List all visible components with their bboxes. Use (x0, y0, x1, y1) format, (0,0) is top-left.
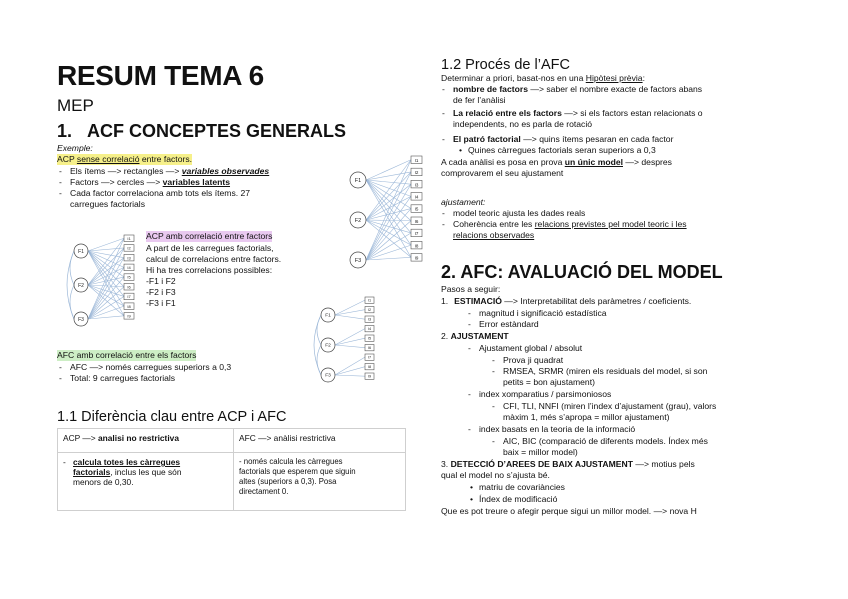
item-label: I5 (414, 206, 419, 212)
step-3-a: • matriu de covariàncies (479, 482, 565, 493)
factor-label: F1 (78, 248, 84, 255)
loading-line (335, 367, 365, 375)
item-label: I8 (414, 243, 419, 249)
item-label: I6 (414, 218, 419, 224)
item-label: I9 (414, 255, 419, 261)
loading-line (88, 238, 124, 251)
table-cell-afc: - només calcula les càrregues factorials que esperem que siguin altes (superiors a 0,3). Posa directament 0. (234, 453, 406, 511)
cada-analisi-line: A cada anàlisi es posa en prova un únic model —> despres (441, 157, 672, 167)
item-label: I7 (367, 355, 372, 360)
table-header-acp: ACP —> analisi no restrictiva (58, 429, 234, 453)
ajustament-line-3: relacions observades (453, 230, 535, 240)
item-label: I9 (127, 313, 131, 319)
loading-line (366, 220, 411, 245)
step-1: 1. ESTIMACIÓ —> Interpretabilitat dels paràmetres / coeficients. (441, 296, 692, 306)
item-label: I6 (127, 284, 131, 290)
step-2-c-1b: baix = millor model) (503, 447, 578, 457)
table-cell-acp: - calcula totes les càrregues factorials, inclus les que són menors de 0,30. (58, 453, 234, 511)
loading-line (335, 300, 365, 315)
section-1-number: 1. (57, 121, 73, 141)
patro-line: - El patró factorial —> quins ítems pesaran en cada factor (453, 134, 673, 145)
subsection-1-1-title: 1.1 Diferència clau entre ACP i AFC (57, 409, 287, 425)
step-2-a-2: - RMSEA, SRMR (miren els residuals del model, si son (503, 366, 707, 377)
loading-line (335, 310, 365, 315)
page-title: RESUM TEMA 6 (57, 60, 264, 91)
item-label: I3 (127, 255, 131, 261)
factor-label: F3 (325, 373, 331, 379)
step-2-c: - index basats en la teoria de la informació (479, 424, 635, 435)
acp-correlation-diagram (62, 229, 144, 329)
item-label: I5 (127, 274, 131, 280)
loading-line (366, 160, 411, 180)
section-2-title: 2. AFC: AVALUACIÓ DEL MODEL (441, 262, 723, 282)
loading-line (88, 251, 124, 277)
afc-line-1: - AFC —> només carregues superiors a 0,3 (70, 362, 231, 373)
item-label: I3 (367, 317, 372, 322)
loading-line (335, 357, 365, 375)
item-label: I7 (127, 294, 131, 300)
step-2-a-1: - Prova ji quadrat (503, 355, 563, 366)
items-line: - Els ítems —> rectangles —> variables observades (70, 166, 269, 177)
relacio-line-2: independents, no es parla de rotació (453, 119, 593, 129)
step-2-a-2b: petits = bon ajustament) (503, 377, 595, 387)
acp-correlation-line-3: Hi ha tres correlacions possibles: (146, 265, 273, 275)
factor-label: F1 (325, 313, 331, 319)
comprovarem-line: comprovarem el seu ajustament (441, 168, 564, 178)
acp-no-correlation-line: ACP sense correlació entre factors. (57, 154, 193, 164)
item-label: I6 (367, 346, 372, 351)
item-label: I2 (414, 170, 419, 176)
each-factor-line-2: carregues factorials (70, 199, 145, 209)
item-label: I8 (127, 303, 131, 309)
item-label: I1 (414, 157, 419, 163)
step-3-b: • Índex de modificació (479, 494, 557, 505)
item-label: I2 (367, 308, 372, 313)
loading-line (366, 180, 411, 257)
loading-line (366, 196, 411, 260)
loading-line (335, 329, 365, 345)
section-1-heading (57, 121, 346, 142)
item-label: I4 (127, 265, 131, 270)
item-label: I1 (367, 298, 372, 303)
loading-line (335, 315, 365, 319)
loading-line (366, 220, 411, 257)
acp-correlation-line-5: -F2 i F3 (146, 287, 176, 297)
afc-title: AFC amb correlació entre els factors (57, 350, 197, 360)
afc-diagram (312, 293, 382, 387)
step-2-c-1: - AIC, BIC (comparació de diferents models. Índex més (503, 436, 708, 447)
step-2-b-1b: màxim 1, més s’apropa = millor ajustament) (503, 412, 670, 422)
acp-correlation-line-1: A part de les carregues factorials, (146, 243, 274, 253)
step-2-a: - Ajustament global / absolut (479, 343, 582, 354)
comparison-table (57, 428, 406, 511)
step-2-b: - index xomparatius / parsimoniosos (479, 389, 611, 400)
subsection-1-2-title: 1.2 Procés de l’AFC (441, 57, 570, 73)
loading-line (366, 220, 411, 221)
acp-no-correlation-diagram (345, 152, 425, 270)
passos-label: Pasos a seguir: (441, 284, 501, 294)
relacio-line: - La relació entre els factors —> si els factors estan relacionats o (453, 108, 703, 119)
item-label: I4 (414, 194, 419, 200)
step-2-b-1: - CFI, TLI, NNFI (miren l’index d’ajustament (grau), valors (503, 401, 716, 412)
acp-correlation-title: ACP amb correlació entre factors (146, 231, 273, 241)
example-label: Exemple: (57, 143, 93, 153)
step-3-line-2: qual el model no s’ajusta bé. (441, 470, 550, 480)
loading-line (366, 180, 411, 209)
step-1-b: - Error estàndard (479, 319, 539, 330)
loading-line (366, 160, 411, 260)
factor-label: F2 (354, 217, 362, 224)
step-2: 2. AJUSTAMENT (441, 331, 509, 341)
acp-correlation-line-2: calcul de correlacions entre factors. (146, 254, 282, 264)
item-label: I5 (367, 336, 372, 341)
nombre-factors-line-2: de fer l’anàlisi (453, 95, 506, 105)
last-line: Que es pot treure o afegir perque sigui un millor model. —> nova H (441, 506, 697, 516)
factor-label: F2 (325, 343, 331, 349)
loading-line (335, 338, 365, 345)
factor-label: F1 (354, 177, 362, 184)
factor-label: F2 (78, 282, 84, 289)
step-3: 3. DETECCIÓ D’AREES DE BAIX AJUSTAMENT —> motius pels (441, 459, 695, 469)
quines-line: • Quines càrregues factorials seran superiors a 0,3 (468, 145, 656, 156)
loading-line (366, 180, 411, 184)
ajustament-label: ajustament: (441, 197, 486, 207)
loading-line (335, 345, 365, 348)
loading-line (335, 375, 365, 376)
item-label: I7 (414, 231, 419, 237)
ajustament-line-1: - model teoric ajusta les dades reals (453, 208, 585, 219)
item-label: I3 (414, 182, 419, 188)
item-label: I9 (367, 374, 372, 379)
item-label: I8 (367, 365, 372, 370)
subtitle: MEP (57, 96, 94, 115)
factor-label: F3 (354, 257, 362, 264)
section-1-title: ACF CONCEPTES GENERALS (87, 121, 347, 141)
item-label: I1 (127, 235, 131, 241)
each-factor-line: - Cada factor correlaciona amb tots els ítems. 27 (70, 188, 250, 199)
factor-label: F3 (78, 316, 84, 323)
factor-correlation-arc (67, 251, 74, 319)
step-1-a: - magnitud i significació estadística (479, 308, 607, 319)
acp-correlation-line-4: -F1 i F2 (146, 276, 176, 286)
determine-line: Determinar a priori, basat-nos en una Hipòtesi prèvia: (441, 73, 645, 83)
acp-correlation-line-6: -F3 i F1 (146, 298, 176, 308)
item-label: I2 (127, 245, 131, 251)
nombre-factors-line: - nombre de factors —> saber el nombre exacte de factors abans (453, 84, 702, 95)
ajustament-line-2: - Coherència entre les relacions previstes pel model teoric i les (453, 219, 687, 230)
factors-line: - Factors —> cercles —> variables latents (70, 177, 230, 188)
loading-line (88, 267, 124, 285)
afc-line-2: - Total: 9 carregues factorials (70, 373, 175, 384)
table-header-afc: AFC —> anàlisi restrictiva (234, 429, 406, 453)
item-label: I4 (367, 327, 372, 332)
factor-correlation-arc (314, 315, 321, 375)
loading-line (88, 316, 124, 319)
